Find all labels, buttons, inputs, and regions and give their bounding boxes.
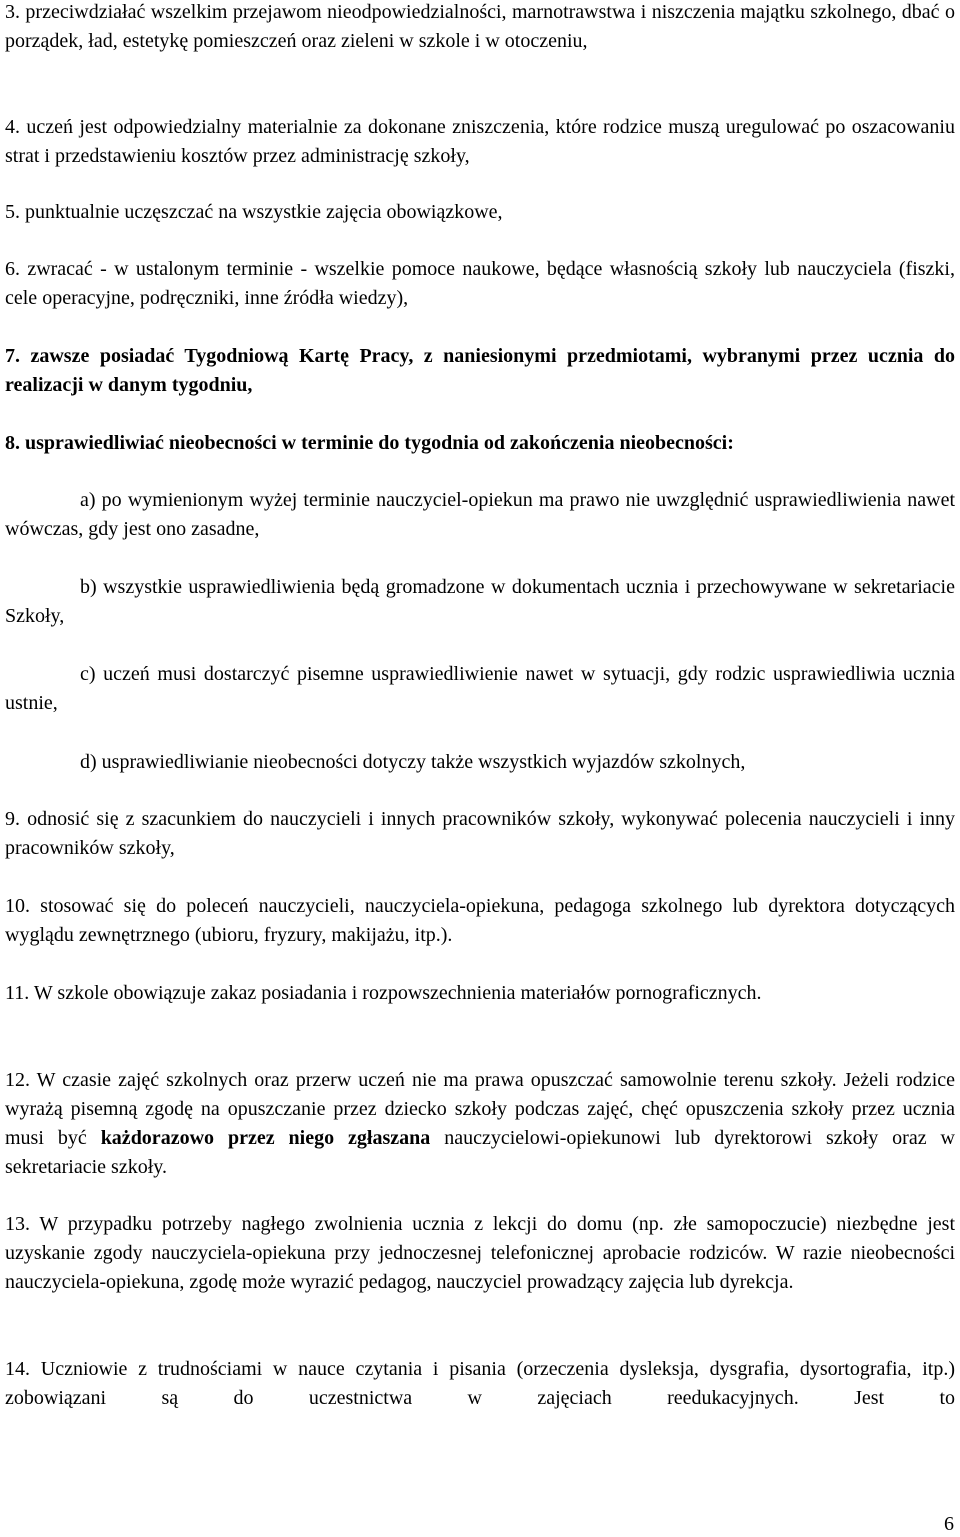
paragraph-6: 6. zwracać - w ustalonym terminie - wszelkie pomoce naukowe, będące własnością szkoły lub nauczyciela (fiszki, cele operacyjne, podręczniki, inne źródła wiedzy), [5, 258, 955, 309]
paragraph-12-emphasis: każdorazowo przez niego zgłaszana [100, 1127, 431, 1149]
page-number: 6 [944, 1513, 954, 1535]
paragraph-8: 8. usprawiedliwiać nieobecności w terminie do tygodnia od zakończenia nieobecności: [5, 432, 734, 454]
paragraph-13: 13. W przypadku potrzeby nagłego zwolnienia ucznia z lekcji do domu (np. złe samopoczucie) niezbędne jest uzyskanie zgody nauczyciela-opiekuna przy jednoczesnej telefonicznej aprobacie rodziców. W razie nieobecności nauczyciela-opiekuna, zgodę może wyrazić pedagog, nauczyciel prowadzący zajęcia lub dyrekcja. [5, 1213, 955, 1293]
paragraph-12-text-end: nauczycielowi-opiekunowi lub dyrektorowi szkoły oraz w sekretariacie szkoły. [5, 1127, 955, 1178]
paragraph-8a: a) po wymienionym wyżej terminie nauczyciel-opiekun ma prawo nie uwzględnić usprawiedliwienia nawet wówczas, gdy jest ono zasadne, [5, 489, 955, 540]
paragraph-8c: c) uczeń musi dostarczyć pisemne usprawiedliwienie nawet w sytuacji, gdy rodzic usprawiedliwia ucznia ustnie, [5, 663, 955, 714]
paragraph-12 [5, 1066, 955, 1182]
paragraph-9: 9. odnosić się z szacunkiem do nauczycieli i innych pracowników szkoły, wykonywać polecenia nauczycieli i inny pracowników szkoły, [5, 808, 955, 859]
paragraph-12-text-start: 12. W czasie zajęć szkolnych oraz przerw uczeń nie ma prawa opuszczać samowolnie terenu szkoły. Jeżeli rodzice wyrażą pisemną zgodę na opuszczanie przez dziecko szkoły podczas zajęć, chęć opuszczenia szkoły przez ucznia musi być [5, 1069, 955, 1149]
paragraph-5: 5. punktualnie uczęszczać na wszystkie zajęcia obowiązkowe, [5, 201, 503, 223]
paragraph-7: 7. zawsze posiadać Tygodniową Kartę Pracy, z naniesionymi przedmiotami, wybranymi przez ucznia do realizacji w danym tygodniu, [5, 345, 955, 396]
paragraph-14: 14. Uczniowie z trudnościami w nauce czytania i pisania (orzeczenia dysleksja, dysgrafia, dysortografia, itp.) zobowiązani są do uczestnictwa w zajęciach reedukacyjnych. Jest to [5, 1358, 955, 1409]
paragraph-3: 3. przeciwdziałać wszelkim przejawom nieodpowiedzialności, marnotrawstwa i niszczenia majątku szkolnego, dbać o porządek, ład, estetykę pomieszczeń oraz zieleni w szkole i w otoczeniu, [5, 1, 955, 52]
paragraph-8b: b) wszystkie usprawiedliwienia będą gromadzone w dokumentach ucznia i przechowywane w sekretariacie Szkoły, [5, 576, 955, 627]
paragraph-10: 10. stosować się do poleceń nauczycieli, nauczyciela-opiekuna, pedagoga szkolnego lub dyrektora dotyczących wyglądu zewnętrznego (ubioru, fryzury, makijażu, itp.). [5, 895, 955, 946]
paragraph-4: 4. uczeń jest odpowiedzialny materialnie za dokonane zniszczenia, które rodzice muszą uregulować po oszacowaniu strat i przedstawieniu kosztów przez administrację szkoły, [5, 116, 955, 167]
paragraph-8d: d) usprawiedliwianie nieobecności dotyczy także wszystkich wyjazdów szkolnych, [80, 751, 746, 773]
paragraph-11: 11. W szkole obowiązuje zakaz posiadania i rozpowszechnienia materiałów pornograficznych. [5, 982, 762, 1004]
